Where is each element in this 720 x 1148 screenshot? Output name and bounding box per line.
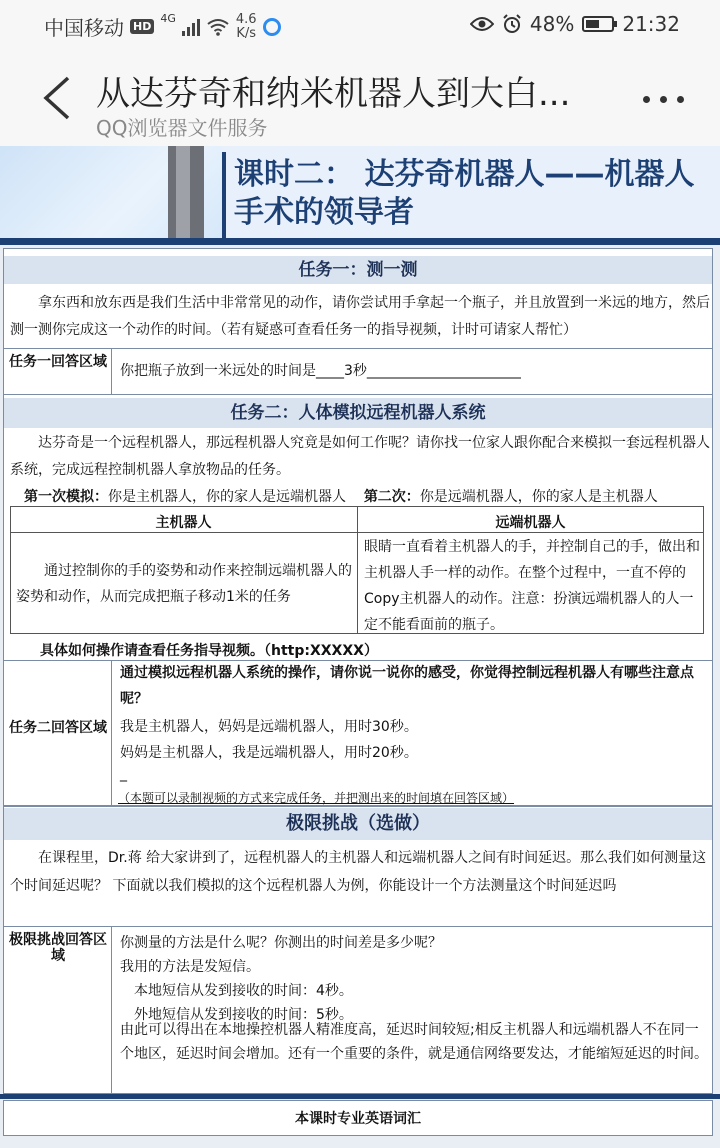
challenge-header: 极限挑战（选做） [4, 808, 712, 840]
sim2-text: 你是远端机器人，你的家人是主机器人 [419, 489, 658, 505]
table-head-remote: 远端机器人 [495, 515, 566, 531]
wifi-icon [206, 18, 230, 36]
hd-badge: HD [130, 19, 154, 34]
challenge-body: 在课程里，Dr.蒋 给大家讲到了，远程机器人的主机器人和远端机器人之间有时间延迟。那么我们如何测量这个时间延迟呢？ 下面就以我们模拟的这个远程机器人为例，你能设计一个方法测量这个时间延迟吗 [10, 850, 707, 894]
column-divider [111, 660, 112, 806]
banner-divider [222, 152, 226, 238]
table-head-main: 主机器人 [155, 515, 212, 531]
lesson-banner [0, 146, 720, 238]
document-viewer[interactable] [0, 146, 720, 1148]
back-arrow-icon[interactable] [40, 76, 74, 120]
alarm-icon [502, 14, 522, 34]
table-cell-remote: 眼睛一直看着主机器人的手，并控制自己的手，做出和主机器人手一样的动作。在整个过程中，一直不停的Copy主机器人的动作。注意：扮演远端机器人的人一定不能看面前的瓶子。 [364, 539, 700, 633]
banner-figure-shade [176, 146, 190, 238]
document-source: QQ浏览器文件服务 [96, 116, 268, 140]
challenge-question: 你测量的方法是什么呢？你测出的时间差是多少呢？ [120, 935, 442, 951]
task2-answer-label: 任务二回答区域 [9, 720, 107, 736]
divider-bar [0, 238, 720, 245]
battery-icon [582, 16, 614, 32]
simulation-instructions [24, 486, 658, 506]
video-note: 具体如何操作请查看任务指导视频。（http:XXXXX） [40, 643, 378, 659]
sim1-label: 第一次模拟： [24, 489, 108, 505]
challenge-answer-label: 极限挑战回答区域 [9, 932, 107, 964]
task2-answer-line1[interactable]: 我是主机器人，妈妈是远端机器人，用时30秒。 [120, 719, 418, 735]
challenge-conclusion[interactable]: 由此可以得出在本地操控机器人精准度高，延迟时间较短;相反主机器人和远端机器人不在同一个地区，延迟时间会增加。还有一个重要的条件，就是通信网络要发达，才能缩短延迟的时间。 [120, 1022, 708, 1062]
task1-header: 任务一：测一测 [4, 256, 712, 284]
challenge-answer-line1[interactable]: 我用的方法是发短信。 [120, 959, 260, 975]
row-divider [3, 348, 713, 349]
title-bar [0, 52, 720, 146]
challenge-answer-line3[interactable]: 外地短信从发到接收的时间：5秒。 [134, 1007, 353, 1023]
lesson-title: 课时二： 达芬奇机器人——机器人手术的领导者 [234, 157, 695, 230]
battery-percent: 48% [529, 12, 575, 36]
task2-question: 通过模拟远程机器人系统的操作，请你说一说你的感受，你觉得控制远程机器人有哪些注意点呢？ [120, 665, 694, 707]
qq-browser-icon [263, 18, 281, 36]
network-speed [236, 13, 257, 41]
more-menu-icon[interactable] [643, 96, 684, 103]
task2-answer-line2[interactable]: 妈妈是主机器人，我是远端机器人，用时20秒。 [120, 745, 418, 761]
table-cell-main: 通过控制你的手的姿势和动作来控制远端机器人的姿势和动作，从而完成把瓶子移动1米的任务 [16, 563, 352, 605]
document-title: 从达芬奇和纳米机器人到大白... [96, 74, 571, 114]
task2-answer-line3[interactable]: _ [120, 766, 127, 782]
eye-icon [470, 16, 494, 32]
column-divider [111, 926, 112, 1094]
vocab-header: 本课时专业英语词汇 [295, 1111, 421, 1127]
sim2-label: 第二次： [363, 489, 420, 505]
divider-bar [0, 1094, 720, 1099]
speed-unit: K/s [236, 25, 257, 41]
clock: 21:32 [622, 12, 680, 36]
task2-body: 达芬奇是一个远程机器人，那远程机器人究竟是如何工作呢？请你找一位家人跟你配合来模拟一套远程机器人系统，完成远程控制机器人拿放物品的任务。 [10, 435, 710, 478]
column-divider [111, 348, 112, 396]
row-divider [3, 926, 713, 927]
task1-answer[interactable]: 你把瓶子放到一米远处的时间是____3秒______________________ [120, 363, 521, 379]
carrier-label: 中国移动 [44, 16, 124, 40]
signal-icon [182, 18, 200, 36]
status-bar [0, 0, 720, 52]
task2-footnote: （本题可以录制视频的方式来完成任务，并把测出来的时间填在回答区域） [118, 791, 515, 805]
task1-answer-label: 任务一回答区域 [9, 354, 107, 370]
speed-value: 4.6 [235, 11, 257, 27]
challenge-answer-line2[interactable]: 本地短信从发到接收的时间：4秒。 [134, 983, 353, 999]
task1-body: 拿东西和放东西是我们生活中非常常见的动作，请你尝试用手拿起一个瓶子，并且放置到一米远的地方，然后测一测你完成这一个动作的时间。（若有疑惑可查看任务一的指导视频，计时可请家人帮忙） [10, 295, 710, 338]
task2-header: 任务二：人体模拟远程机器人系统 [4, 398, 712, 428]
network-type: 4G [160, 12, 176, 25]
sim1-text: 你是主机器人，你的家人是远端机器人 [108, 489, 346, 505]
